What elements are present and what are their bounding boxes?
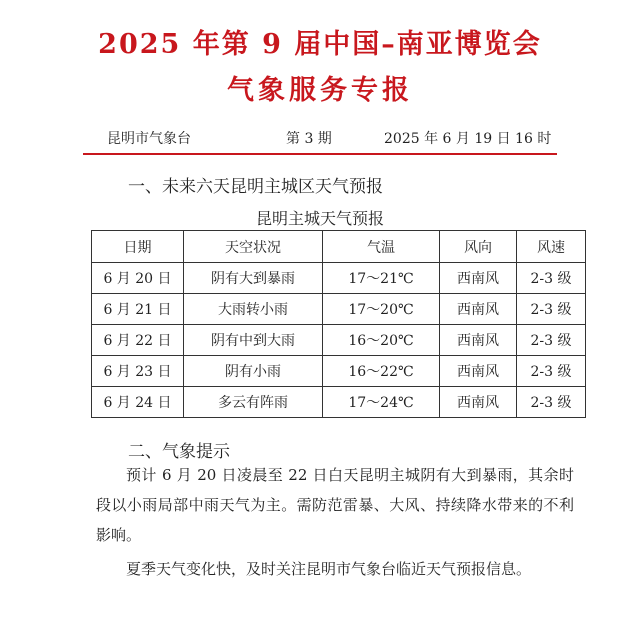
sky-cell: 阴有小雨	[184, 356, 323, 387]
wind-direction-cell: 西南风	[440, 294, 517, 325]
sky-cell: 大雨转小雨	[184, 294, 323, 325]
header-rule	[83, 153, 557, 155]
table-row	[92, 387, 586, 418]
issue-number: 第 3 期	[286, 131, 332, 147]
date-cell: 6 月 22 日	[92, 325, 184, 356]
temperature-cell: 17～21℃	[323, 263, 440, 294]
wind-speed-cell: 2-3 级	[517, 263, 586, 294]
wind-direction-cell: 西南风	[440, 356, 517, 387]
document-title-line1: 2025 年第 9 届中国–南亚博览会	[98, 29, 542, 60]
sky-cell: 阴有大到暴雨	[184, 263, 323, 294]
table-row	[92, 356, 586, 387]
table-row	[92, 325, 586, 356]
temperature-cell: 17～20℃	[323, 294, 440, 325]
wind-direction-cell: 西南风	[440, 325, 517, 356]
column-header: 风速	[517, 231, 586, 263]
table-title: 昆明主城天气预报	[255, 209, 384, 228]
temperature-cell: 16～20℃	[323, 325, 440, 356]
temperature-cell: 17～24℃	[323, 387, 440, 418]
column-header: 天空状况	[184, 231, 323, 263]
weather-tip-paragraph: 预计 6 月 20 日凌晨至 22 日白天昆明主城阴有大到暴雨，其余时段以小雨局部中雨天气为主。需防范雷暴、大风、持续降水带来的不利影响。	[96, 466, 574, 544]
issued-time: 2025 年 6 月 19 日 16 时	[384, 131, 552, 147]
date-cell: 6 月 20 日	[92, 263, 184, 294]
wind-speed-cell: 2-3 级	[517, 294, 586, 325]
document-title-line2: 气象服务专报	[227, 75, 413, 106]
table-row	[92, 294, 586, 325]
table-row	[92, 263, 586, 294]
sky-cell: 阴有中到大雨	[184, 325, 323, 356]
date-cell: 6 月 24 日	[92, 387, 184, 418]
column-header: 风向	[440, 231, 517, 263]
column-header: 气温	[323, 231, 440, 263]
temperature-cell: 16～22℃	[323, 356, 440, 387]
forecast-table	[91, 230, 586, 418]
sky-cell: 多云有阵雨	[184, 387, 323, 418]
wind-speed-cell: 2-3 级	[517, 387, 586, 418]
section1-heading: 一、未来六天昆明主城区天气预报	[128, 177, 383, 197]
wind-direction-cell: 西南风	[440, 387, 517, 418]
section2-heading: 二、气象提示	[128, 442, 230, 462]
weather-tip-paragraph: 夏季天气变化快，及时关注昆明市气象台临近天气预报信息。	[126, 560, 532, 578]
date-cell: 6 月 21 日	[92, 294, 184, 325]
date-cell: 6 月 23 日	[92, 356, 184, 387]
issuing-organization: 昆明市气象台	[107, 131, 191, 147]
wind-speed-cell: 2-3 级	[517, 356, 586, 387]
wind-speed-cell: 2-3 级	[517, 325, 586, 356]
wind-direction-cell: 西南风	[440, 263, 517, 294]
column-header: 日期	[92, 231, 184, 263]
table-header-row	[92, 231, 586, 263]
